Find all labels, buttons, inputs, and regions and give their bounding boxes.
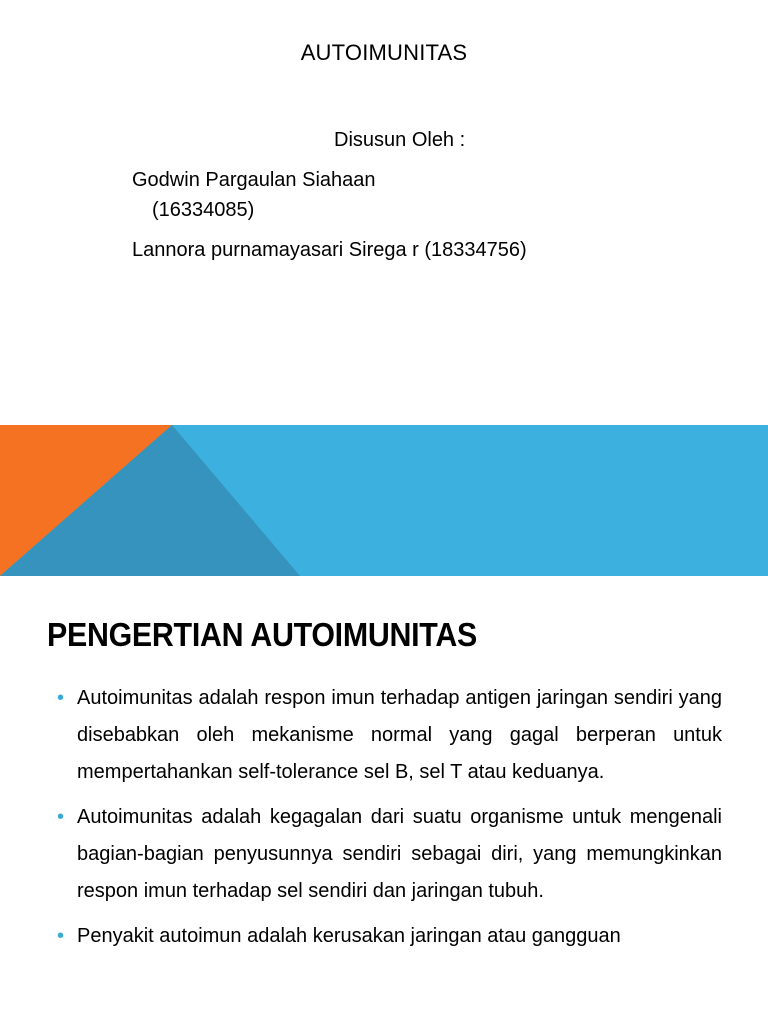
author-line-2: Lannora purnamayasari Sirega r (18334756)	[132, 239, 527, 261]
bullet-text: Autoimunitas adalah kegagalan dari suatu organisme untuk mengenali bagian-bagian penyusunnya sendiri sebagai diri, yang memungkinkan respon imun terhadap sel sendiri dan jaringan tubuh.	[77, 806, 722, 902]
slide-title: PENGERTIAN AUTOIMUNITAS	[47, 616, 477, 653]
list-item	[55, 799, 722, 910]
list-item	[55, 918, 722, 955]
bullet-list	[55, 680, 722, 963]
bullet-icon: •	[57, 806, 65, 828]
bullet-text: Autoimunitas adalah respon imun terhadap antigen jaringan sendiri yang disebabkan oleh mekanisme normal yang gagal berperan untuk mempertahankan self-tolerance sel B, sel T atau keduanya.	[77, 687, 722, 783]
author-id-1: (16334085)	[152, 199, 255, 221]
list-item	[55, 680, 722, 791]
bullet-icon: •	[57, 925, 65, 947]
bullet-icon: •	[57, 687, 65, 709]
title-slide	[0, 0, 768, 425]
decorative-band	[0, 425, 768, 576]
bullet-text: Penyakit autoimun adalah kerusakan jaringan atau gangguan	[77, 925, 621, 947]
author-name-1: Godwin Pargaulan Siahaan	[132, 169, 376, 191]
author-heading: Disusun Oleh :	[334, 129, 466, 151]
slide-title: AUTOIMUNITAS	[300, 40, 468, 65]
definition-slide	[0, 576, 768, 1024]
